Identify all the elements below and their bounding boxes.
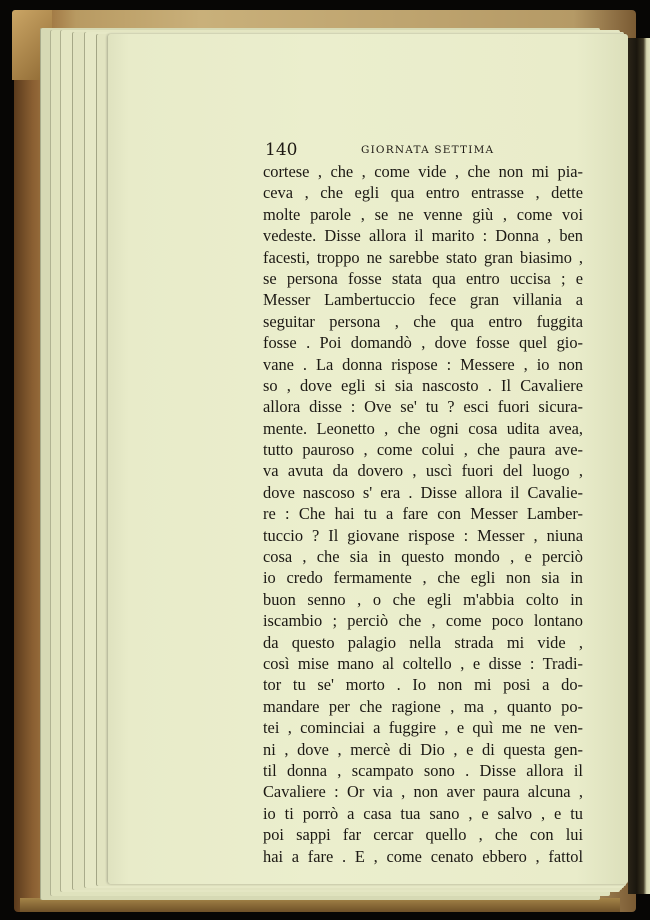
text-line: cosa , che sia in questo mondo , e perciò bbox=[263, 547, 583, 567]
text-line: seguitar persona , che qua entro fuggita bbox=[263, 311, 583, 331]
cover-bottom-edge bbox=[20, 898, 620, 912]
running-title: GIORNATA SETTIMA bbox=[361, 144, 495, 156]
text-line: poi sappi far cercar quello , che con lui bbox=[263, 825, 583, 845]
text-line: tutto pauroso , come colui , che paura ave- bbox=[263, 440, 583, 460]
text-line: vedeste. Disse allora il marito : Donna , ben bbox=[263, 226, 583, 246]
text-line: tuccio ? Il giovane rispose : Messer , niuna bbox=[263, 525, 583, 545]
text-line: buon senno , o che egli m'abbia colto in bbox=[263, 589, 583, 609]
text-line: facesti, troppo ne sarebbe stato gran biasimo , bbox=[263, 247, 583, 267]
text-line: so , dove egli si sia nascosto . Il Cavaliere bbox=[263, 375, 583, 395]
text-line: cortese , che , come vide , che non mi pia- bbox=[263, 162, 583, 181]
text-line: ni , dove , mercè di Dio , e di questa gen- bbox=[263, 739, 583, 759]
text-line: da questo palagio nella strada mi vide , bbox=[263, 632, 583, 652]
page-number: 140 bbox=[265, 140, 298, 160]
text-line: va avuta da dovero , uscì fuori del luogo , bbox=[263, 461, 583, 481]
text-line: se persona fosse stata qua entro uccisa ; e bbox=[263, 268, 583, 288]
text-line: til donna , scampato sono . Disse allora il bbox=[263, 760, 583, 780]
book-gutter bbox=[628, 38, 650, 894]
text-line: tor tu se' morto . Io non mi posi a do- bbox=[263, 675, 583, 695]
text-line: ceva , che egli qua entro entrasse , dette bbox=[263, 183, 583, 203]
text-line: mente. Leonetto , che ogni cosa udita avea, bbox=[263, 418, 583, 438]
text-line: iscambio ; perciò che , come poco lontano bbox=[263, 611, 583, 631]
text-line: vane . La donna rispose : Messere , io non bbox=[263, 354, 583, 374]
page-header bbox=[265, 140, 585, 162]
text-line: dove nascoso s' era . Disse allora il Cavalie- bbox=[263, 482, 583, 502]
text-line: re : Che hai tu a fare con Messer Lamber- bbox=[263, 504, 583, 524]
text-line: io credo fermamente , che egli non sia in bbox=[263, 568, 583, 588]
text-line: Cavaliere : Or via , non aver paura alcuna , bbox=[263, 782, 583, 802]
text-line: molte parole , se ne venne giù , come voi bbox=[263, 204, 583, 224]
body-text bbox=[263, 161, 583, 867]
text-line: tei , cominciai a fuggire , e quì me ne ven- bbox=[263, 718, 583, 738]
text-line: allora disse : Ove se' tu ? esci fuori sicura- bbox=[263, 397, 583, 417]
text-line: io ti porrò a casa tua sano , e salvo , e tu bbox=[263, 803, 583, 823]
text-line: mandare per che ragione , ma , quanto po- bbox=[263, 696, 583, 716]
text-line: fosse . Poi domandò , dove fosse quel gio- bbox=[263, 333, 583, 353]
text-line: così mise mano al coltello , e disse : Tradi- bbox=[263, 653, 583, 673]
text-line: Messer Lambertuccio fece gran villania a bbox=[263, 290, 583, 310]
text-line: hai a fare . E , come cenato ebbero , fattol bbox=[263, 846, 583, 866]
